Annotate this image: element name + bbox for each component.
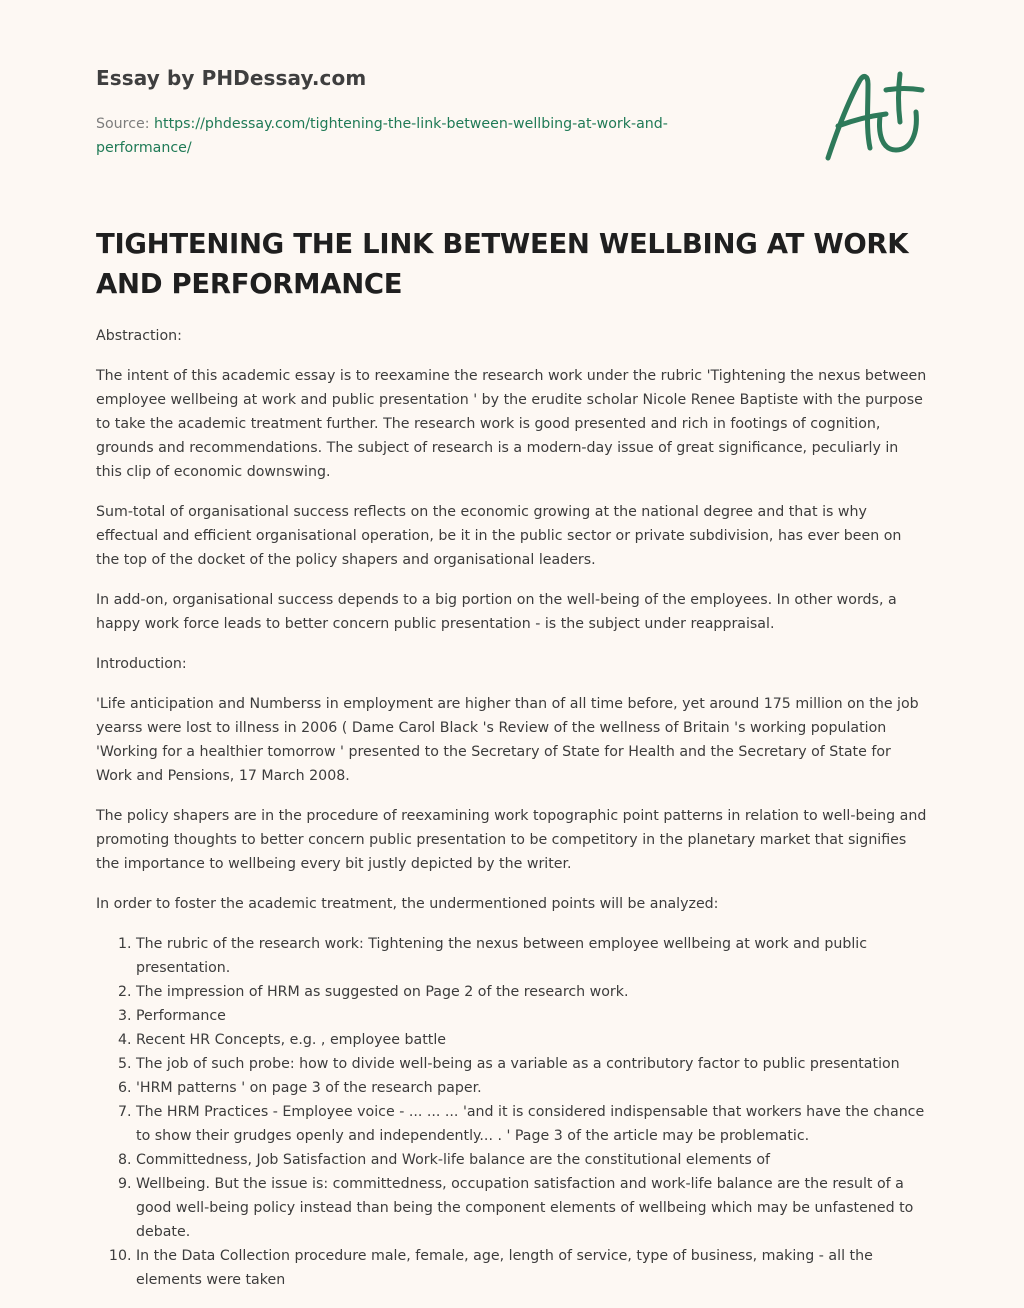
paragraph: 'Life anticipation and Numberss in employment are higher than of all time before, yet around 175 million on the job yearss were lost to illness in 2006 ( Dame Carol Black 's Review of the wellness of Britain 's working population 'Working for a healthier tomorrow ' presented to the Secretary of State for Health and the Secretary of State for Work and Pensions, 17 March 2008.	[96, 696, 919, 784]
list-item: 3. Performance	[136, 1004, 928, 1028]
heading-introduction: Introduction:	[96, 656, 187, 672]
list-item: 9. Wellbeing. But the issue is: committedness, occupation satisfaction and work-life balance are the result of a good well-being policy instead than being the component elements of wellbeing which may be unfastened to debate.	[136, 1172, 928, 1244]
paragraph: In add-on, organisational success depends to a big portion on the well-being of the employees. In other words, a happy work force leads to better concern public presentation - is the subject under reappraisal.	[96, 592, 897, 632]
list-item: 10. In the Data Collection procedure male, female, age, length of service, type of business, making - all the elements were taken	[136, 1244, 928, 1292]
essay-body	[96, 324, 928, 1292]
paragraph: The intent of this academic essay is to reexamine the research work under the rubric 'Tightening the nexus between employee wellbeing at work and public presentation ' by the erudite scholar Nicole Renee Baptiste with the purpose to take the academic treatment further. The research work is good presented and rich in footings of cognition, grounds and recommendations. The subject of research is a modern-day issue of great significance, peculiarly in this clip of economic downswing.	[96, 368, 927, 480]
site-brand: Essay by PHDessay.com	[96, 66, 367, 90]
list-item: 2. The impression of HRM as suggested on Page 2 of the research work.	[136, 980, 928, 1004]
list-item: 7. The HRM Practices - Employee voice - ... ... ... 'and it is considered indispensable that workers have the chance to show their grudges openly and independently... . ' Page 3 of the article may be problematic.	[136, 1100, 928, 1148]
list-item: 5. The job of such probe: how to divide well-being as a variable as a contributory factor to public presentation	[136, 1052, 928, 1076]
paragraph: Sum-total of organisational success reflects on the economic growing at the national degree and that is why effectual and efficient organisational operation, be it in the public sector or private subdivision, has ever been on the top of the docket of the policy shapers and organisational leaders.	[96, 504, 902, 568]
source-label: Source:	[96, 116, 155, 132]
list-item: 8. Committedness, Job Satisfaction and Work-life balance are the constitutional elements of	[136, 1148, 928, 1172]
list-item: 4. Recent HR Concepts, e.g. , employee battle	[136, 1028, 928, 1052]
paragraph: In order to foster the academic treatment, the undermentioned points will be analyzed:	[96, 896, 719, 912]
paragraph: The policy shapers are in the procedure of reexamining work topographic point patterns in relation to well-being and promoting thoughts to better concern public presentation to be competitory in the planetary market that signifies the importance to wellbeing every bit justly depicted by the writer.	[96, 808, 927, 872]
a-plus-logo-icon	[824, 68, 928, 164]
page-title: TIGHTENING THE LINK BETWEEN WELLBING AT WORK AND PERFORMANCE	[96, 228, 909, 300]
list-item: 1. The rubric of the research work: Tightening the nexus between employee wellbeing at work and public presentation.	[136, 932, 928, 980]
list-item: 6. 'HRM patterns ' on page 3 of the research paper.	[136, 1076, 928, 1100]
source-line	[96, 112, 736, 160]
heading-abstraction: Abstraction:	[96, 328, 182, 344]
analysis-points-list	[96, 932, 928, 1292]
source-link[interactable]: https://phdessay.com/tightening-the-link-between-wellbing-at-work-and-performance/	[96, 116, 668, 156]
